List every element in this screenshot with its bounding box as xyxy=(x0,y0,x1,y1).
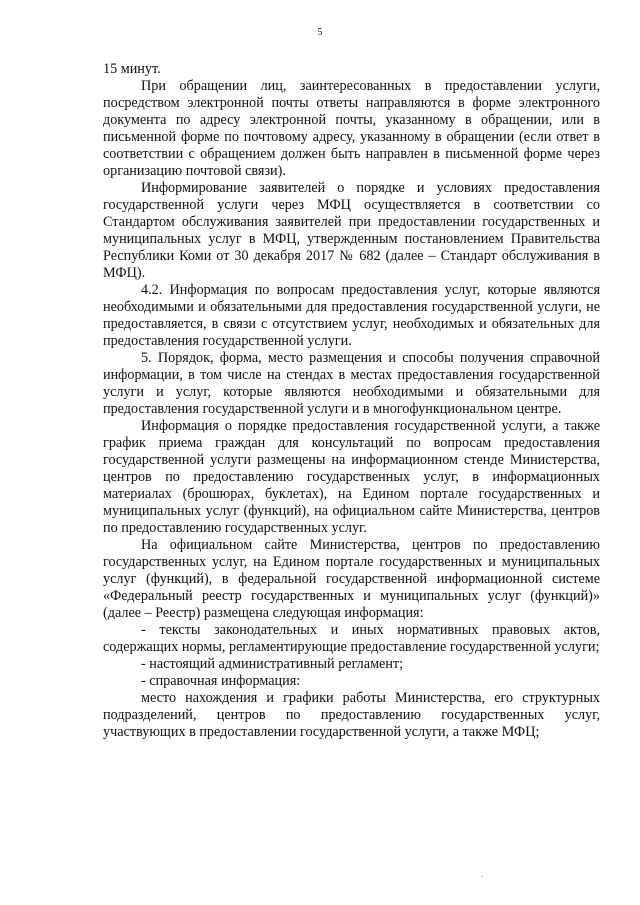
paragraph: На официальном сайте Министерства, центров по предоставлению государственных услуг, на Едином портале государственных и муниципальных услуг (функций), в федеральной государственной информационной системе «Федеральный реестр государственных и муниципальных услуг (функций)» (далее – Реестр) размещена следующая информация: xyxy=(103,537,600,621)
paragraph: При обращении лиц, заинтересованных в предоставлении услуги, посредством электронной почты ответы направляются в форме электронного документа по адресу электронной почты, указанному в обращении, или в письменной форме по почтовому адресу, указанному в обращении (если ответ в соответствии с обращением должен быть направлен в письменной форме через организацию почтовой связи). xyxy=(103,78,600,179)
paragraph: Информирование заявителей о порядке и условиях предоставления государственной услуги через МФЦ осуществляется в соответствии со Стандартом обслуживания заявителей при предоставлении государственных и муниципальных услуг в МФЦ, утвержденным постановлением Правительства Республики Коми от 30 декабря 2017 № 682 (далее – Стандарт обслуживания в МФЦ). xyxy=(103,180,600,281)
paragraph: место нахождения и графики работы Министерства, его структурных подразделений, центров по предоставлению государственных услуг, участвующих в предоставлении государственной услуги, а также МФЦ; xyxy=(103,690,600,740)
list-item: - тексты законодательных и иных нормативных правовых актов, содержащих нормы, регламентирующие предоставление государственной услуги; xyxy=(103,622,600,655)
list-item: - настоящий административный регламент; xyxy=(141,656,404,672)
page-number: 5 xyxy=(317,27,323,38)
paragraph: Информация о порядке предоставления государственной услуги, а также график приема граждан для консультаций по вопросам предоставления государственной услуги размещены на информационном стенде Министерства, центров по предоставлению государственных услуг, в информационных материалах (брошюрах, буклетах), на Едином портале государственных и муниципальных услуг (функций), на официальном сайте Министерства, центров по предоставлению государственных услуг. xyxy=(103,418,600,536)
paragraph: 5. Порядок, форма, место размещения и способы получения справочной информации, в том числе на стендах в местах предоставления государственной услуги и услуг, которые являются необходимыми и обязательными для предоставления государственной услуги и в многофункциональном центре. xyxy=(103,350,600,417)
paragraph: 4.2. Информация по вопросам предоставления услуг, которые являются необходимыми и обязательными для предоставления государственной услуги, не предоставляется, в связи с отсутствием услуг, необходимых и обязательных для предоставления государственной услуги. xyxy=(103,282,600,349)
scan-mark: . xyxy=(481,870,483,879)
list-item: - справочная информация: xyxy=(141,673,301,689)
document-body xyxy=(103,61,600,741)
paragraph: 15 минут. xyxy=(103,61,161,77)
